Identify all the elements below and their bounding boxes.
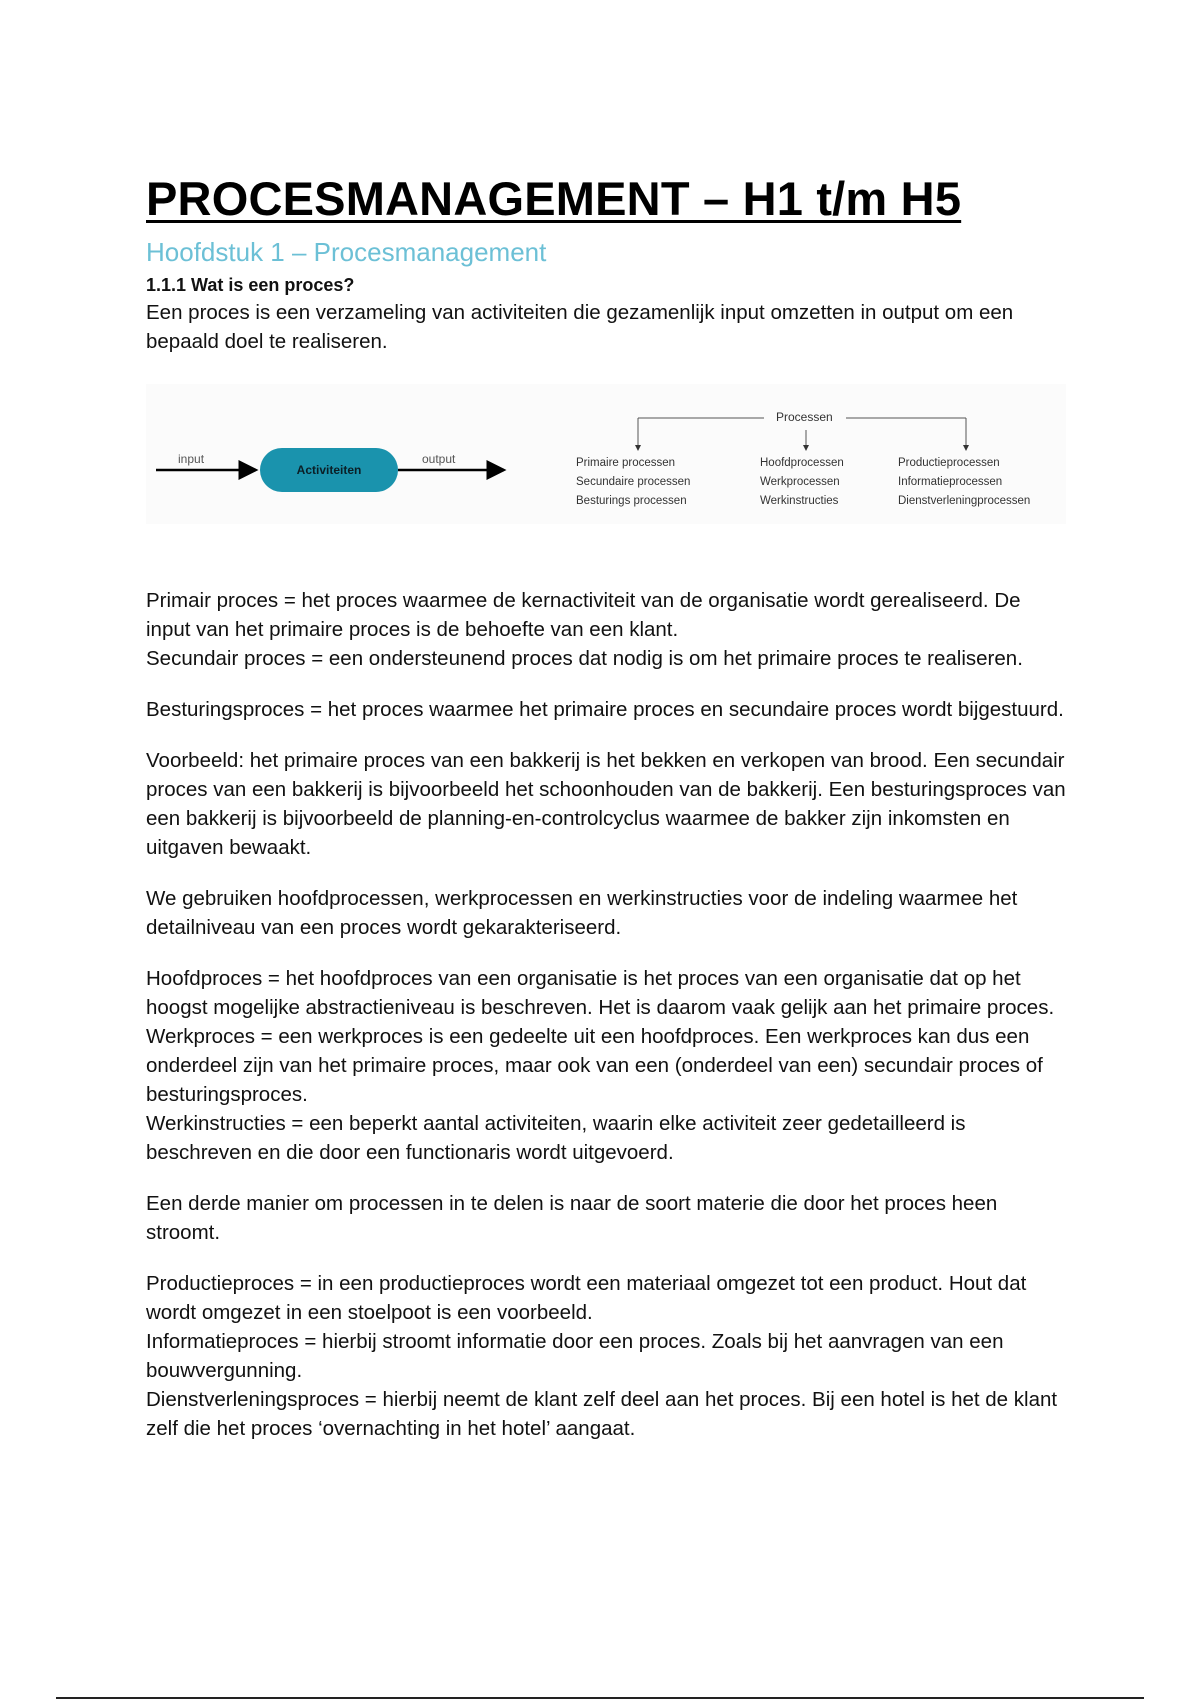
processes-root-label: Processen [776,410,833,424]
document-title: PROCESMANAGEMENT – H1 t/m H5 [146,172,962,225]
paragraph-werkinstructies: Werkinstructies = een beperkt aantal activiteiten, waarin elke activiteit zeer gedetailleerd is beschreven en die door een functionaris wordt uitgevoerd. [146,1112,966,1164]
paragraph-secundair: Secundair proces = een ondersteunend proces dat nodig is om het primaire proces te realiseren. [146,647,1023,670]
paragraph-hoofdproces: Hoofdproces = het hoofdproces van een organisatie is het proces van een organisatie dat op het hoogst mogelijke abstractieniveau is beschreven. Het is daarom vaak gelijk aan het primaire proces. [146,967,1055,1019]
paragraph-besturing: Besturingsproces = het proces waarmee het primaire proces en secundaire proces wordt bijgestuurd. [146,698,1064,721]
document-page [146,172,1066,1443]
diagram-item: Productieprocessen [898,457,1000,469]
paragraph-dienstverlening: Dienstverleningsproces = hierbij neemt de klant zelf deel aan het proces. Bij een hotel is het de klant zelf die het proces ‘overnachting in het hotel’ aangaat. [146,1388,1058,1440]
diagram-item: Dienstverleningprocessen [898,495,1031,507]
paragraph-informatieproces: Informatieproces = hierbij stroomt informatie door een proces. Zoals bij het aanvragen van een bouwvergunning. [146,1330,1004,1382]
diagram-item: Besturings processen [576,495,687,507]
diagram-item: Informatieprocessen [898,476,1003,488]
footer-divider [56,1697,1144,1699]
diagram-item: Hoofdprocessen [760,457,844,469]
chapter-heading: Hoofdstuk 1 – Procesmanagement [146,237,547,267]
section-heading: 1.1.1 Wat is een proces? [146,275,355,295]
diagram-item: Primaire processen [576,457,676,469]
paragraph-derde-manier: Een derde manier om processen in te delen is naar de soort materie die door het proces heen stroomt. [146,1192,998,1244]
paragraph-productieproces: Productieproces = in een productieproces wordt een materiaal omgezet tot een product. Hout dat wordt omgezet in een stoelpoot is een voorbeeld. [146,1272,1027,1324]
diagram-column-2 [760,454,844,511]
activity-node: Activiteiten [260,448,398,492]
diagram-column-1 [576,454,690,511]
input-label: input [178,452,205,466]
paragraph-werkproces: Werkproces = een werkproces is een gedeelte uit een hoofdproces. Een werkproces kan dus een onderdeel zijn van het primaire proces, maar ook van een (onderdeel van een) secundair proces of besturingsproces. [146,1025,1043,1106]
intro-paragraph: Een proces is een verzameling van activiteiten die gezamenlijk input omzetten in output om een bepaald doel te realiseren. [146,301,1014,353]
diagram-column-3 [898,454,1030,511]
paragraph-voorbeeld: Voorbeeld: het primaire proces van een bakkerij is het bekken en verkopen van brood. Een secundair proces van een bakkerij is bijvoorbeeld het schoonhouden van de bakkerij. Een besturingsproces van een bakkerij is bijvoorbeeld de planning-en-controlcyclus waarmee de bakker zijn inkomsten en uitgaven bewaakt. [146,749,1066,859]
process-diagram [146,384,1066,524]
diagram-item: Werkprocessen [760,476,840,488]
paragraph-primair: Primair proces = het proces waarmee de kernactiviteit van de organisatie wordt gerealiseerd. De input van het primaire proces is de behoefte van een klant. [146,589,1021,641]
diagram-item: Werkinstructies [760,495,839,507]
diagram-item: Secundaire processen [576,476,691,488]
paragraph-indeling: We gebruiken hoofdprocessen, werkprocessen en werkinstructies voor de indeling waarmee het detailniveau van een proces wordt gekarakteriseerd. [146,887,1018,939]
output-label: output [422,452,456,466]
